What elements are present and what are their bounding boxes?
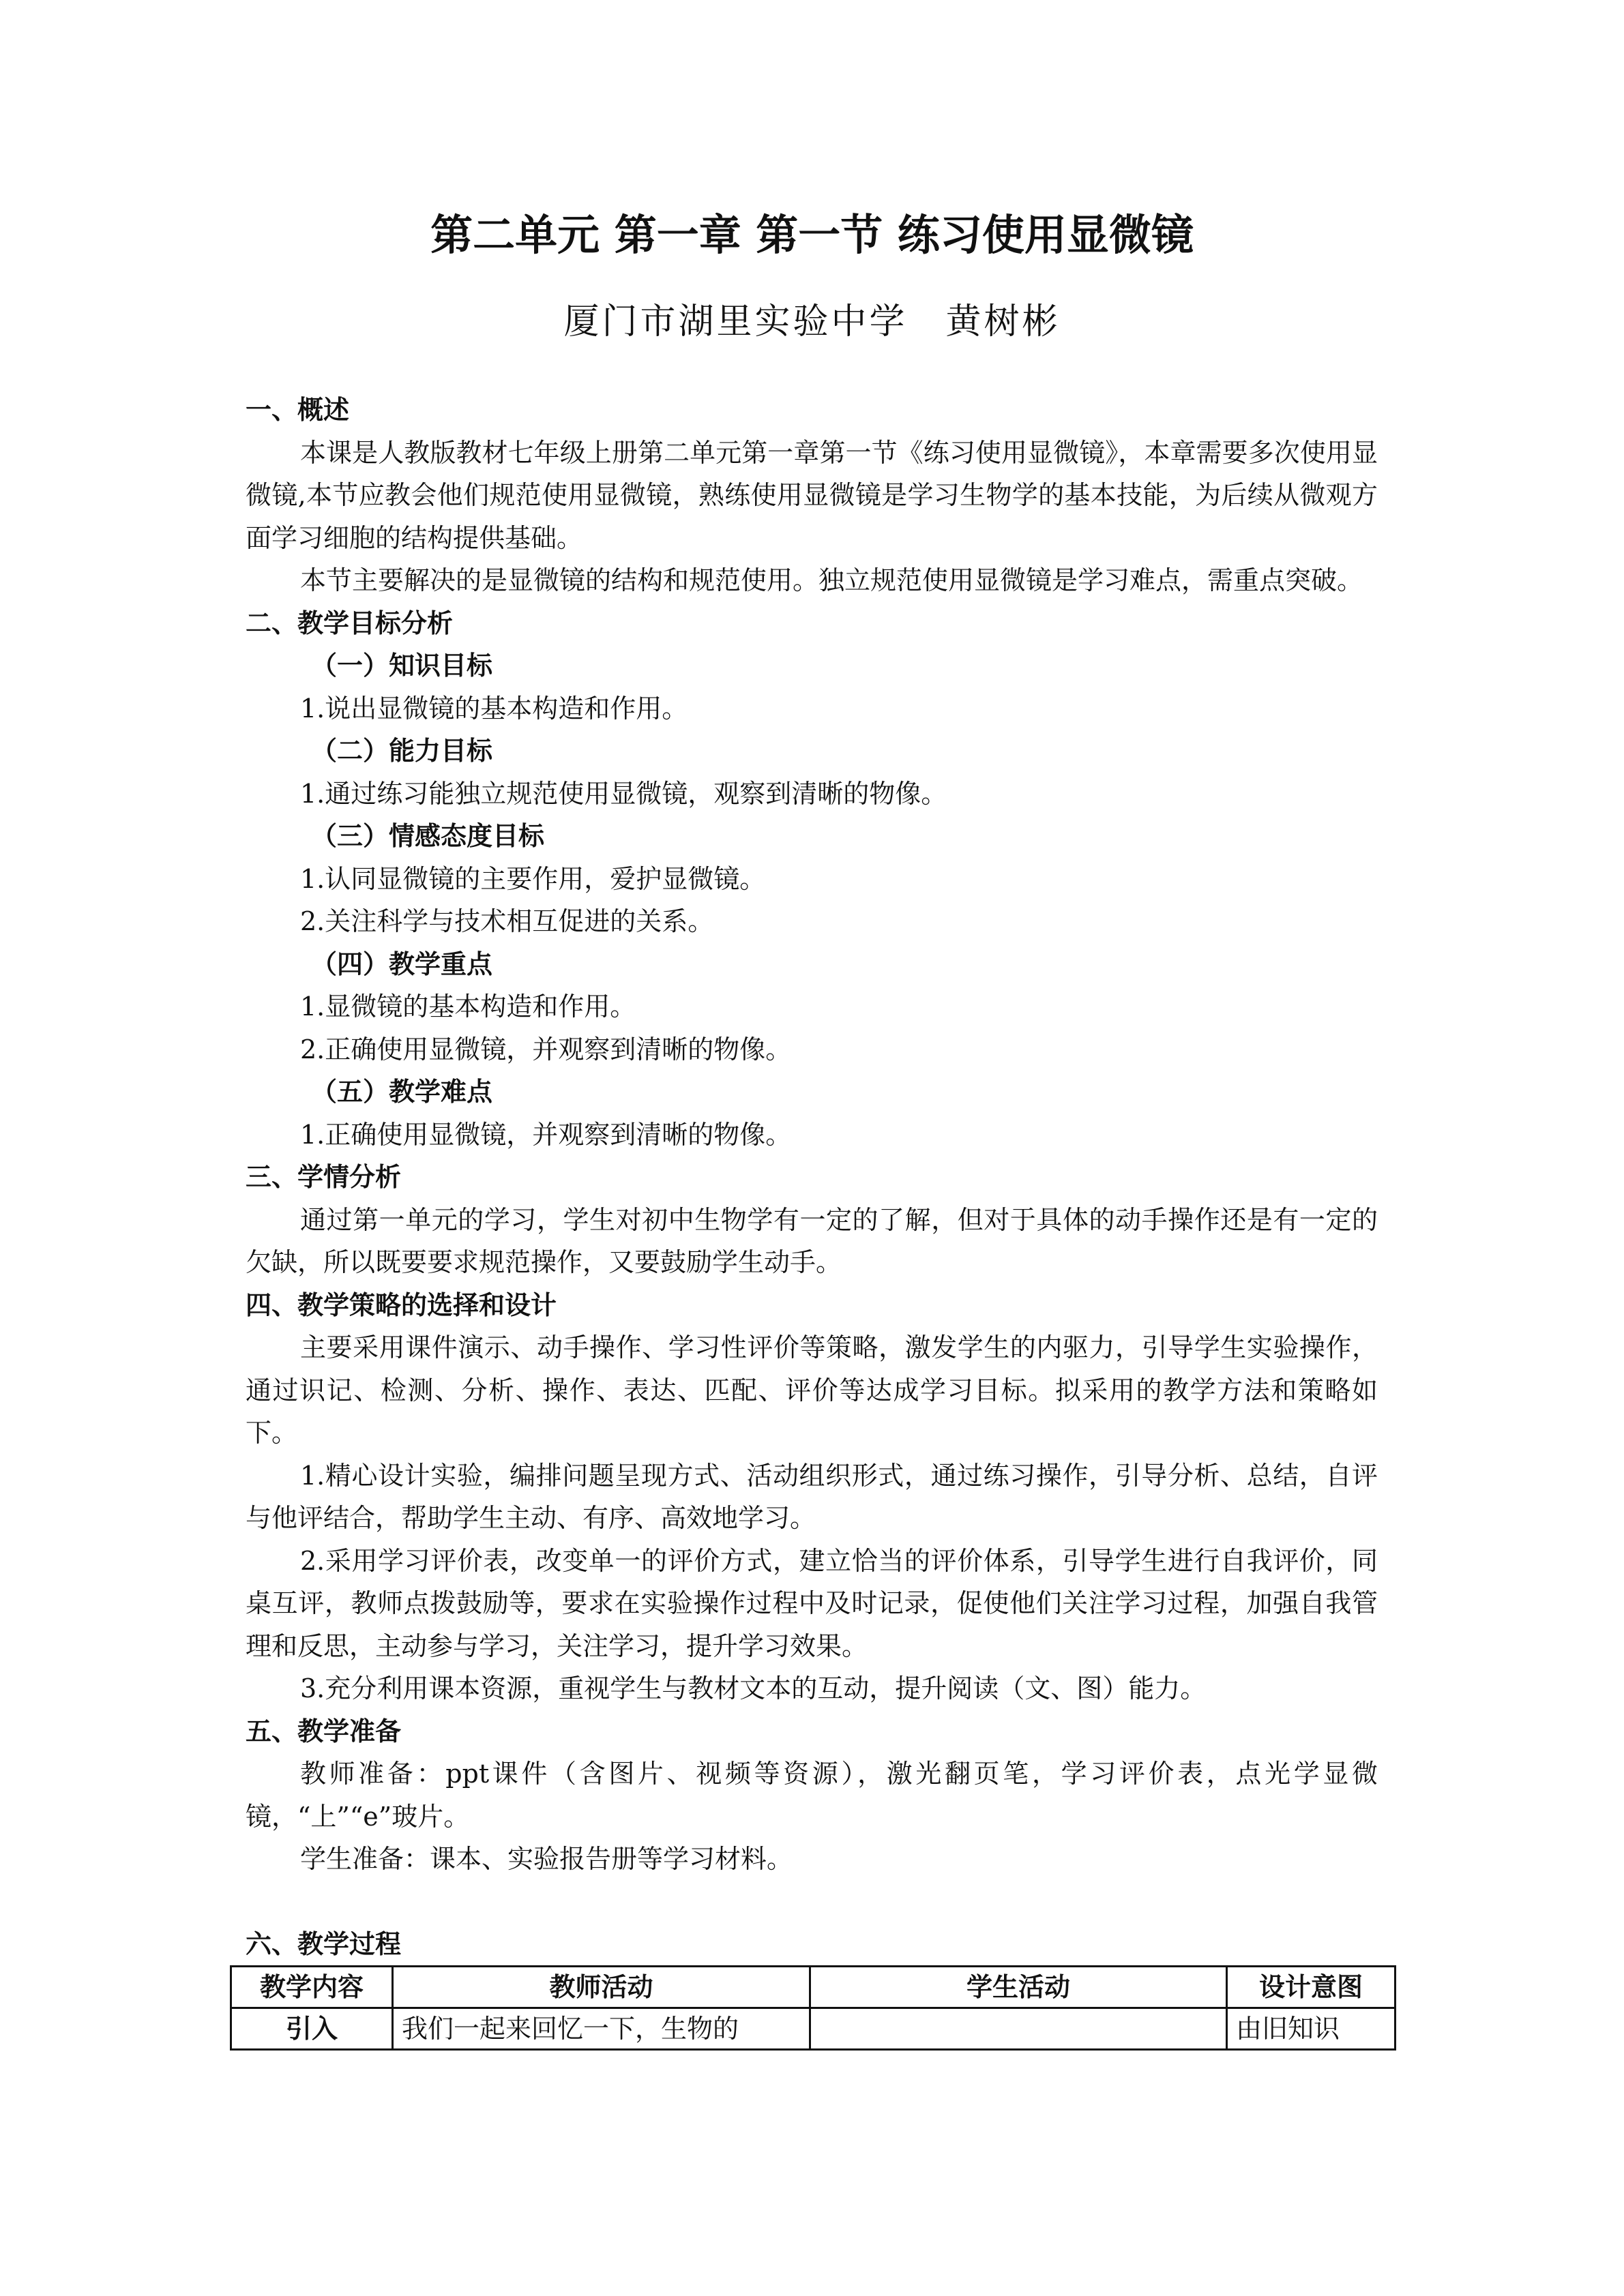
column-header: 教学内容 xyxy=(231,1967,393,2008)
paragraph: 教师准备：ppt课件（含图片、视频等资源），激光翻页笔，学习评价表，点光学显微镜，“上”“e”玻片。 xyxy=(246,1759,1378,1832)
paragraph: 本节主要解决的是显微镜的结构和规范使用。独立规范使用显微镜是学习难点，需重点突破。 xyxy=(300,565,1363,595)
column-header: 学生活动 xyxy=(810,1967,1227,2008)
section-heading-preparation: 五、教学准备 xyxy=(246,1716,402,1746)
paragraph: 学生准备：课本、实验报告册等学习材料。 xyxy=(300,1844,793,1874)
spacer xyxy=(246,1881,1378,1923)
subsection-heading: （五）教学难点 xyxy=(311,1077,493,1107)
subsection-heading: （二）能力目标 xyxy=(311,736,493,766)
list-item: 1.正确使用显微镜，并观察到清晰的物像。 xyxy=(300,1119,792,1150)
list-item: 1.说出显微镜的基本构造和作用。 xyxy=(300,693,688,724)
list-item: 1.显微镜的基本构造和作用。 xyxy=(300,992,636,1022)
section-heading-strategy: 四、教学策略的选择和设计 xyxy=(246,1289,557,1320)
table-cell: 由旧知识 xyxy=(1227,2008,1396,2050)
document-title: 第二单元 第一章 第一节 练习使用显微镜 xyxy=(430,210,1194,260)
process-table xyxy=(230,1965,1396,2051)
list-item: 2.关注科学与技术相互促进的关系。 xyxy=(300,906,714,936)
section-heading-goals: 二、教学目标分析 xyxy=(246,608,454,638)
document-body xyxy=(246,389,1378,2051)
subsection-heading: （一）知识目标 xyxy=(311,651,493,681)
table-cell: 我们一起来回忆一下，生物的 xyxy=(393,2008,810,2050)
paragraph: 主要采用课件演示、动手操作、学习性评价等策略，激发学生的内驱力，引导学生实验操作，通过识记、检测、分析、操作、表达、匹配、评价等达成学习目标。拟采用的教学方法和策略如下。 xyxy=(246,1332,1378,1448)
table-cell: 引入 xyxy=(231,2008,393,2050)
column-header: 设计意图 xyxy=(1227,1967,1396,2008)
paragraph: 2.采用学习评价表，改变单一的评价方式，建立恰当的评价体系，引导学生进行自我评价，同桌互评，教师点拨鼓励等，要求在实验操作过程中及时记录，促使他们关注学习过程，加强自我管理和反思，主动参与学习，关注学习，提升学习效果。 xyxy=(246,1545,1378,1661)
list-item: 2.正确使用显微镜，并观察到清晰的物像。 xyxy=(300,1034,792,1064)
section-heading-process: 六、教学过程 xyxy=(246,1928,402,1959)
paragraph: 1.精心设计实验，编排问题呈现方式、活动组织形式，通过练习操作，引导分析、总结，自评与他评结合，帮助学生主动、有序、高效地学习。 xyxy=(246,1460,1378,1533)
table-row xyxy=(231,2008,1396,2050)
paragraph: 通过第一单元的学习，学生对初中生物学有一定的了解，但对于具体的动手操作还是有一定的欠缺，所以既要要求规范操作，又要鼓励学生动手。 xyxy=(246,1204,1378,1277)
list-item: 1.通过练习能独立规范使用显微镜，观察到清晰的物像。 xyxy=(300,778,947,809)
subsection-heading: （三）情感态度目标 xyxy=(311,821,545,851)
list-item: 1.认同显微镜的主要作用，爱护显微镜。 xyxy=(300,863,766,894)
column-header: 教师活动 xyxy=(393,1967,810,2008)
paragraph: 3.充分利用课本资源，重视学生与教材文本的互动，提升阅读（文、图）能力。 xyxy=(300,1673,1207,1703)
table-header-row xyxy=(231,1967,1396,2008)
section-heading-overview: 一、概述 xyxy=(246,395,350,425)
section-heading-learners: 三、学情分析 xyxy=(246,1162,402,1192)
table-cell xyxy=(810,2008,1227,2050)
document-subtitle: 厦门市湖里实验中学 黄树彬 xyxy=(563,301,1061,342)
paragraph: 本课是人教版教材七年级上册第二单元第一章第一节《练习使用显微镜》，本章需要多次使用显微镜,本节应教会他们规范使用显微镜，熟练使用显微镜是学习生物学的基本技能，为后续从微观方面学习细胞的结构提供基础。 xyxy=(246,437,1378,553)
subsection-heading: （四）教学重点 xyxy=(311,949,493,979)
